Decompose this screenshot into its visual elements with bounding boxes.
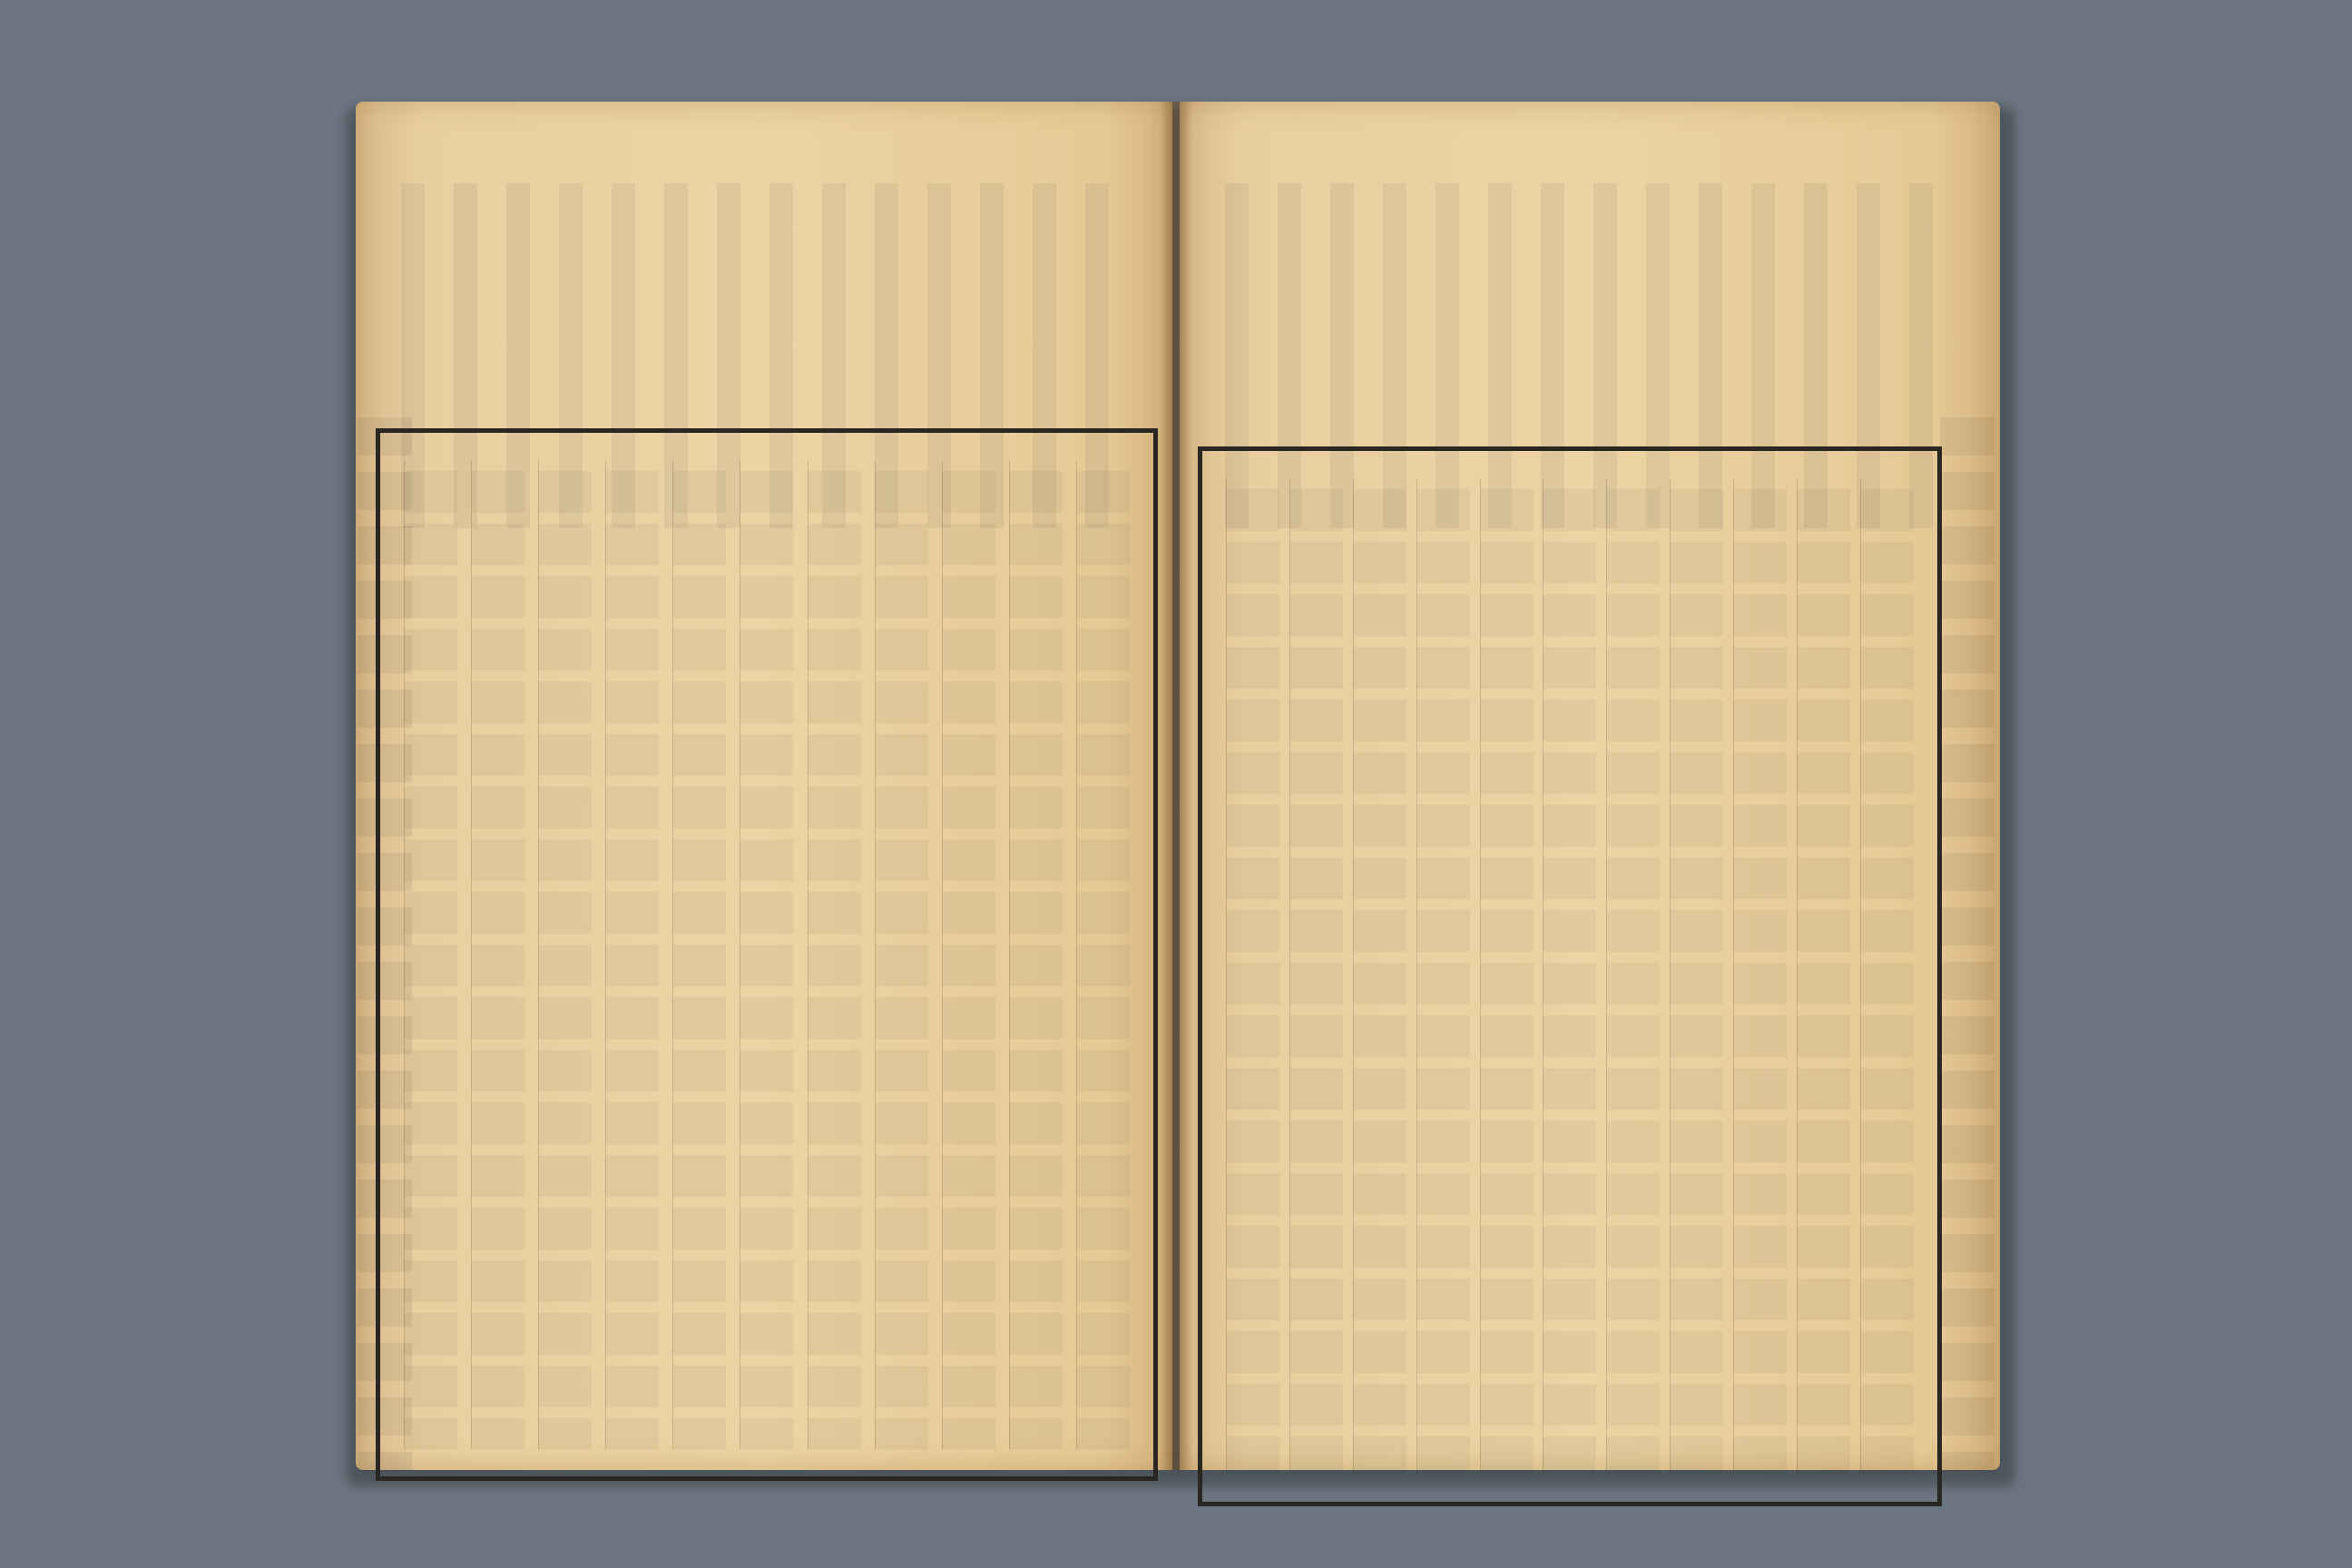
text-column <box>808 460 861 1449</box>
text-column <box>1009 460 1063 1449</box>
text-column <box>1076 460 1130 1449</box>
text-column <box>672 460 726 1449</box>
right-columns <box>1202 451 1937 1502</box>
text-column <box>1860 478 1914 1475</box>
text-column <box>1480 478 1534 1475</box>
text-column <box>1543 478 1596 1475</box>
book-spine <box>1160 102 1192 1470</box>
text-column <box>1353 478 1406 1475</box>
text-column <box>1606 478 1660 1475</box>
text-column <box>1797 478 1850 1475</box>
text-column <box>538 460 592 1449</box>
text-column <box>1670 478 1723 1475</box>
right-page <box>1180 102 2000 1470</box>
right-page-margin <box>1940 401 1994 1472</box>
left-text-frame <box>376 428 1158 1481</box>
text-column <box>740 460 793 1449</box>
text-column <box>1226 478 1279 1475</box>
text-column <box>471 460 524 1449</box>
text-column <box>404 460 457 1449</box>
text-column <box>1289 478 1343 1475</box>
text-column <box>605 460 659 1449</box>
text-column <box>1733 478 1787 1475</box>
left-columns <box>380 433 1153 1476</box>
text-column <box>942 460 995 1449</box>
text-column <box>875 460 928 1449</box>
right-text-frame <box>1198 446 1942 1506</box>
text-column <box>1416 478 1470 1475</box>
left-page <box>356 102 1172 1470</box>
